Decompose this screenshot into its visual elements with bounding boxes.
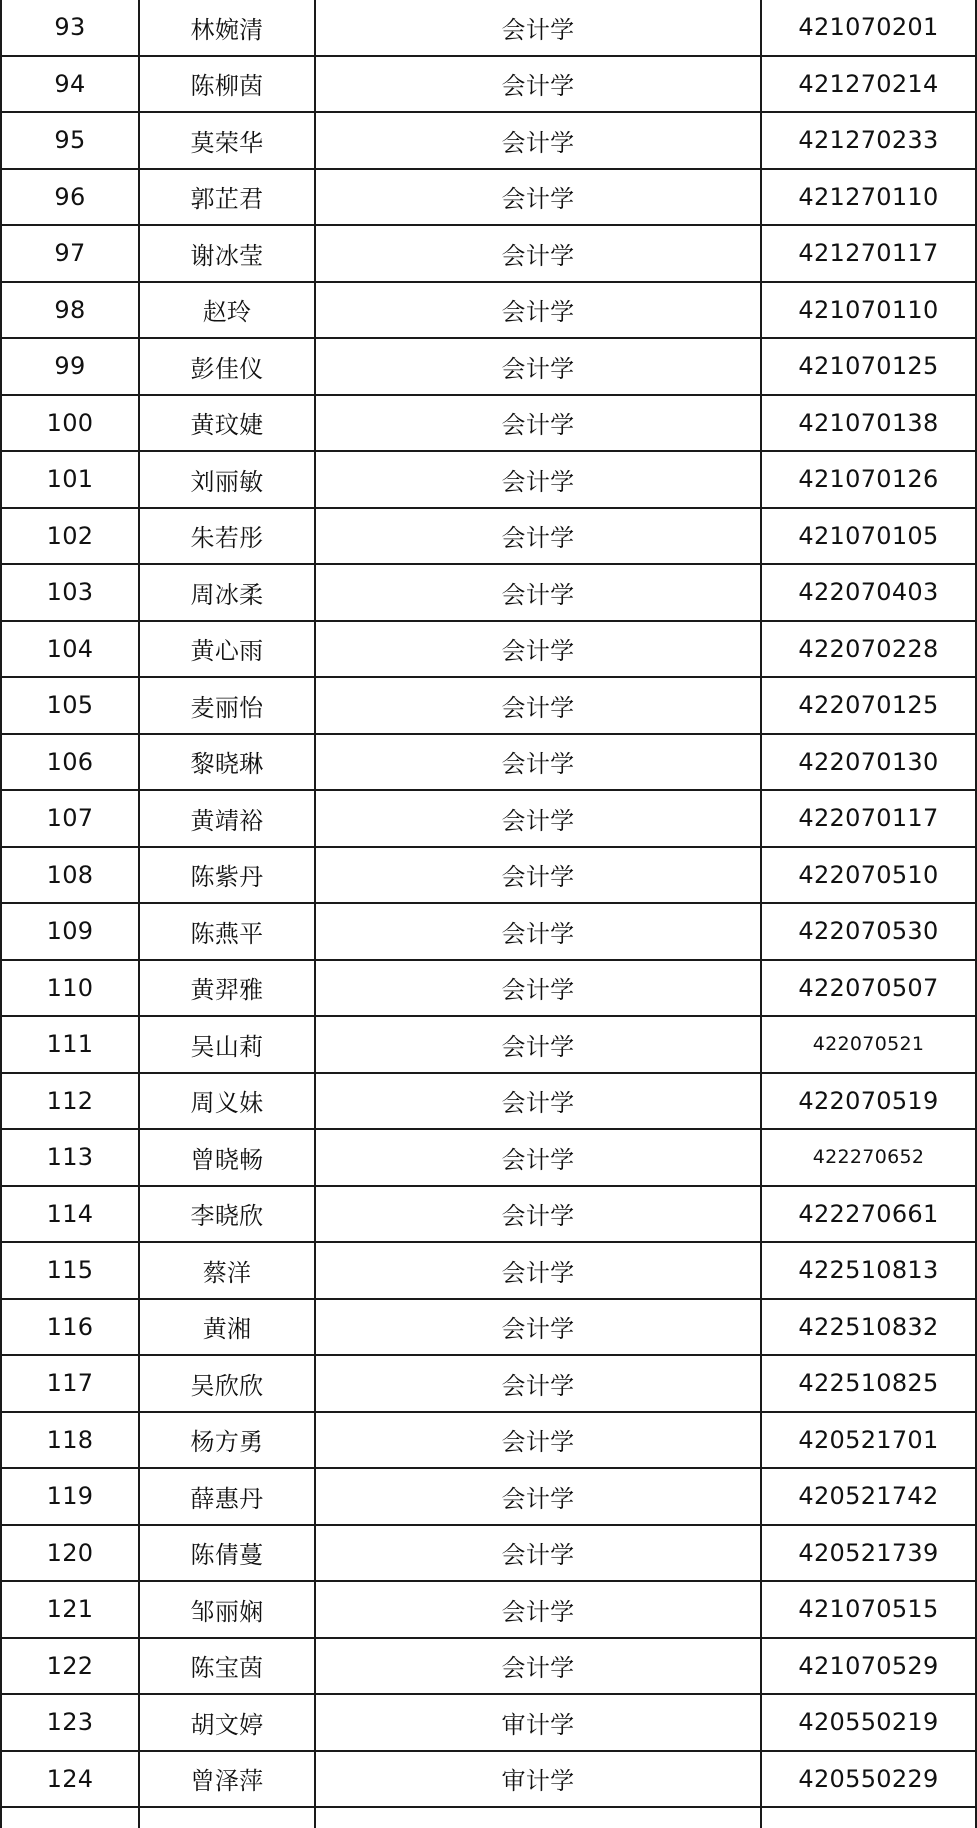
table-row bbox=[1, 734, 976, 791]
student-name-cell: 麦丽怡 bbox=[139, 677, 315, 734]
major-cell: 会计学 bbox=[315, 677, 761, 734]
student-name-cell: 杨方勇 bbox=[139, 1412, 315, 1469]
table-row bbox=[1, 1242, 976, 1299]
roster-body bbox=[1, 0, 976, 1828]
student-name-cell: 周冰柔 bbox=[139, 564, 315, 621]
table-row bbox=[1, 1694, 976, 1751]
major-cell: 会计学 bbox=[315, 1073, 761, 1130]
table-row bbox=[1, 1525, 976, 1582]
table-row bbox=[1, 1073, 976, 1130]
major-cell: 会计学 bbox=[315, 1581, 761, 1638]
student-name-cell: 曾晓畅 bbox=[139, 1129, 315, 1186]
student-name-cell: 陈柳茵 bbox=[139, 56, 315, 113]
table-row bbox=[1, 1412, 976, 1469]
student-name-cell: 黎晓琳 bbox=[139, 734, 315, 791]
table-row bbox=[1, 677, 976, 734]
major-cell: 会计学 bbox=[315, 395, 761, 452]
table-row bbox=[1, 282, 976, 339]
row-number-cell: 123 bbox=[1, 1694, 139, 1751]
student-id-cell: 422270652 bbox=[761, 1129, 976, 1186]
major-cell: 会计学 bbox=[315, 903, 761, 960]
table-row bbox=[1, 1186, 976, 1243]
major-cell: 会计学 bbox=[315, 847, 761, 904]
student-id-cell: 421070110 bbox=[761, 282, 976, 339]
row-number-cell: 118 bbox=[1, 1412, 139, 1469]
student-name-cell: 吴欣欣 bbox=[139, 1355, 315, 1412]
student-id-cell: 422070519 bbox=[761, 1073, 976, 1130]
row-number-cell: 100 bbox=[1, 395, 139, 452]
row-number-cell: 115 bbox=[1, 1242, 139, 1299]
major-cell: 会计学 bbox=[315, 564, 761, 621]
table-row bbox=[1, 0, 976, 56]
row-number-cell: 107 bbox=[1, 790, 139, 847]
student-id-cell: 421070515 bbox=[761, 1581, 976, 1638]
student-id-cell: 421270110 bbox=[761, 169, 976, 226]
student-name-cell: 邹丽娴 bbox=[139, 1581, 315, 1638]
table-row bbox=[1, 1016, 976, 1073]
student-name-cell: 蔡洋 bbox=[139, 1242, 315, 1299]
row-number-cell: 110 bbox=[1, 960, 139, 1017]
table-row bbox=[1, 1751, 976, 1808]
student-id-cell: 422070228 bbox=[761, 621, 976, 678]
student-name-cell: 吴山莉 bbox=[139, 1016, 315, 1073]
student-name-cell: 赵玲 bbox=[139, 282, 315, 339]
student-id-cell: 421070125 bbox=[761, 338, 976, 395]
table-row-partial-bottom bbox=[1, 1807, 976, 1828]
row-number-cell: 108 bbox=[1, 847, 139, 904]
major-cell: 会计学 bbox=[315, 1242, 761, 1299]
table-row bbox=[1, 112, 976, 169]
row-number-cell: 111 bbox=[1, 1016, 139, 1073]
table-row bbox=[1, 847, 976, 904]
table-row bbox=[1, 56, 976, 113]
major-cell: 审计学 bbox=[315, 1694, 761, 1751]
student-id-cell: 420521701 bbox=[761, 1412, 976, 1469]
student-id-cell: 422270661 bbox=[761, 1186, 976, 1243]
major-cell: 会计学 bbox=[315, 1299, 761, 1356]
row-number-cell: 113 bbox=[1, 1129, 139, 1186]
row-number-cell: 97 bbox=[1, 225, 139, 282]
major-cell: 审计学 bbox=[315, 1751, 761, 1808]
student-id-cell: 422070521 bbox=[761, 1016, 976, 1073]
student-name-cell: 薛惠丹 bbox=[139, 1468, 315, 1525]
table-row bbox=[1, 621, 976, 678]
student-id-cell: 422070130 bbox=[761, 734, 976, 791]
table-row bbox=[1, 790, 976, 847]
table-row bbox=[1, 395, 976, 452]
row-number-cell: 102 bbox=[1, 508, 139, 565]
student-name-cell: 刘丽敏 bbox=[139, 451, 315, 508]
major-cell: 会计学 bbox=[315, 1016, 761, 1073]
row-number-cell: 95 bbox=[1, 112, 139, 169]
major-cell: 会计学 bbox=[315, 1525, 761, 1582]
table-row bbox=[1, 338, 976, 395]
major-cell: 会计学 bbox=[315, 56, 761, 113]
student-name-cell: 郭芷君 bbox=[139, 169, 315, 226]
major-cell: 会计学 bbox=[315, 451, 761, 508]
student-id-cell: 421270214 bbox=[761, 56, 976, 113]
table-row bbox=[1, 1638, 976, 1695]
student-id-cell: 420521742 bbox=[761, 1468, 976, 1525]
table-row bbox=[1, 1355, 976, 1412]
major-cell: 会计学 bbox=[315, 621, 761, 678]
student-id-cell: 422070403 bbox=[761, 564, 976, 621]
table-row bbox=[1, 1129, 976, 1186]
student-name-cell: 黄湘 bbox=[139, 1299, 315, 1356]
major-cell: 会计学 bbox=[315, 225, 761, 282]
student-id-cell: 421070126 bbox=[761, 451, 976, 508]
row-number-cell: 98 bbox=[1, 282, 139, 339]
major-cell: 会计学 bbox=[315, 960, 761, 1017]
major-cell: 会计学 bbox=[315, 1355, 761, 1412]
table-row bbox=[1, 903, 976, 960]
student-id-cell: 422070510 bbox=[761, 847, 976, 904]
student-id-cell: 422070507 bbox=[761, 960, 976, 1017]
row-number-cell: 104 bbox=[1, 621, 139, 678]
row-number-cell: 116 bbox=[1, 1299, 139, 1356]
student-name-cell: 陈宝茵 bbox=[139, 1638, 315, 1695]
student-name-cell: 陈倩蔓 bbox=[139, 1525, 315, 1582]
student-name-cell: 陈燕平 bbox=[139, 903, 315, 960]
table-row bbox=[1, 564, 976, 621]
row-number-cell: 121 bbox=[1, 1581, 139, 1638]
major-cell: 会计学 bbox=[315, 338, 761, 395]
row-number-cell: 94 bbox=[1, 56, 139, 113]
row-number-cell: 124 bbox=[1, 1751, 139, 1808]
student-id-cell: 421270117 bbox=[761, 225, 976, 282]
table-row bbox=[1, 1468, 976, 1525]
major-cell: 会计学 bbox=[315, 0, 761, 56]
row-number-cell: 106 bbox=[1, 734, 139, 791]
student-id-cell: 420521739 bbox=[761, 1525, 976, 1582]
major-cell: 会计学 bbox=[315, 790, 761, 847]
student-name-cell: 黄羿雅 bbox=[139, 960, 315, 1017]
row-number-cell: 119 bbox=[1, 1468, 139, 1525]
table-row bbox=[1, 169, 976, 226]
student-id-cell: 422510813 bbox=[761, 1242, 976, 1299]
student-id-cell: 422070117 bbox=[761, 790, 976, 847]
student-name-cell: 莫荣华 bbox=[139, 112, 315, 169]
row-number-cell: 109 bbox=[1, 903, 139, 960]
row-number-cell: 105 bbox=[1, 677, 139, 734]
table-row bbox=[1, 1581, 976, 1638]
student-id-cell: 422070530 bbox=[761, 903, 976, 960]
student-name-cell: 黄玟婕 bbox=[139, 395, 315, 452]
student-name-cell: 李晓欣 bbox=[139, 1186, 315, 1243]
student-id-cell: 422070125 bbox=[761, 677, 976, 734]
table-row bbox=[1, 508, 976, 565]
table-row bbox=[1, 451, 976, 508]
student-name-cell: 林婉清 bbox=[139, 0, 315, 56]
student-id-cell: 420550229 bbox=[761, 1751, 976, 1808]
student-name-cell: 谢冰莹 bbox=[139, 225, 315, 282]
major-cell: 会计学 bbox=[315, 734, 761, 791]
row-number-cell: 93 bbox=[1, 0, 139, 56]
student-id-cell: 421070138 bbox=[761, 395, 976, 452]
major-cell: 会计学 bbox=[315, 282, 761, 339]
major-cell: 会计学 bbox=[315, 112, 761, 169]
major-cell: 会计学 bbox=[315, 1468, 761, 1525]
student-name-cell: 黄靖裕 bbox=[139, 790, 315, 847]
row-number-cell: 101 bbox=[1, 451, 139, 508]
major-cell: 会计学 bbox=[315, 1129, 761, 1186]
student-name-cell: 陈紫丹 bbox=[139, 847, 315, 904]
student-id-cell: 422510832 bbox=[761, 1299, 976, 1356]
student-id-cell: 421070201 bbox=[761, 0, 976, 56]
student-name-cell: 胡文婷 bbox=[139, 1694, 315, 1751]
student-id-cell: 421070529 bbox=[761, 1638, 976, 1695]
student-id-cell: 422510825 bbox=[761, 1355, 976, 1412]
student-name-cell: 周义妹 bbox=[139, 1073, 315, 1130]
major-cell: 会计学 bbox=[315, 1638, 761, 1695]
major-cell: 会计学 bbox=[315, 169, 761, 226]
major-cell: 会计学 bbox=[315, 508, 761, 565]
table-row bbox=[1, 225, 976, 282]
row-number-cell: 96 bbox=[1, 169, 139, 226]
row-number-cell: 122 bbox=[1, 1638, 139, 1695]
student-name-cell: 黄心雨 bbox=[139, 621, 315, 678]
row-number-cell: 99 bbox=[1, 338, 139, 395]
major-cell: 会计学 bbox=[315, 1412, 761, 1469]
row-number-cell: 112 bbox=[1, 1073, 139, 1130]
row-number-cell: 114 bbox=[1, 1186, 139, 1243]
table-row bbox=[1, 960, 976, 1017]
student-name-cell: 曾泽萍 bbox=[139, 1751, 315, 1808]
row-number-cell: 103 bbox=[1, 564, 139, 621]
student-name-cell: 朱若彤 bbox=[139, 508, 315, 565]
student-name-cell: 彭佳仪 bbox=[139, 338, 315, 395]
student-id-cell: 421270233 bbox=[761, 112, 976, 169]
row-number-cell: 120 bbox=[1, 1525, 139, 1582]
row-number-cell: 117 bbox=[1, 1355, 139, 1412]
student-id-cell: 420550219 bbox=[761, 1694, 976, 1751]
student-id-cell: 421070105 bbox=[761, 508, 976, 565]
major-cell: 会计学 bbox=[315, 1186, 761, 1243]
table-row bbox=[1, 1299, 976, 1356]
